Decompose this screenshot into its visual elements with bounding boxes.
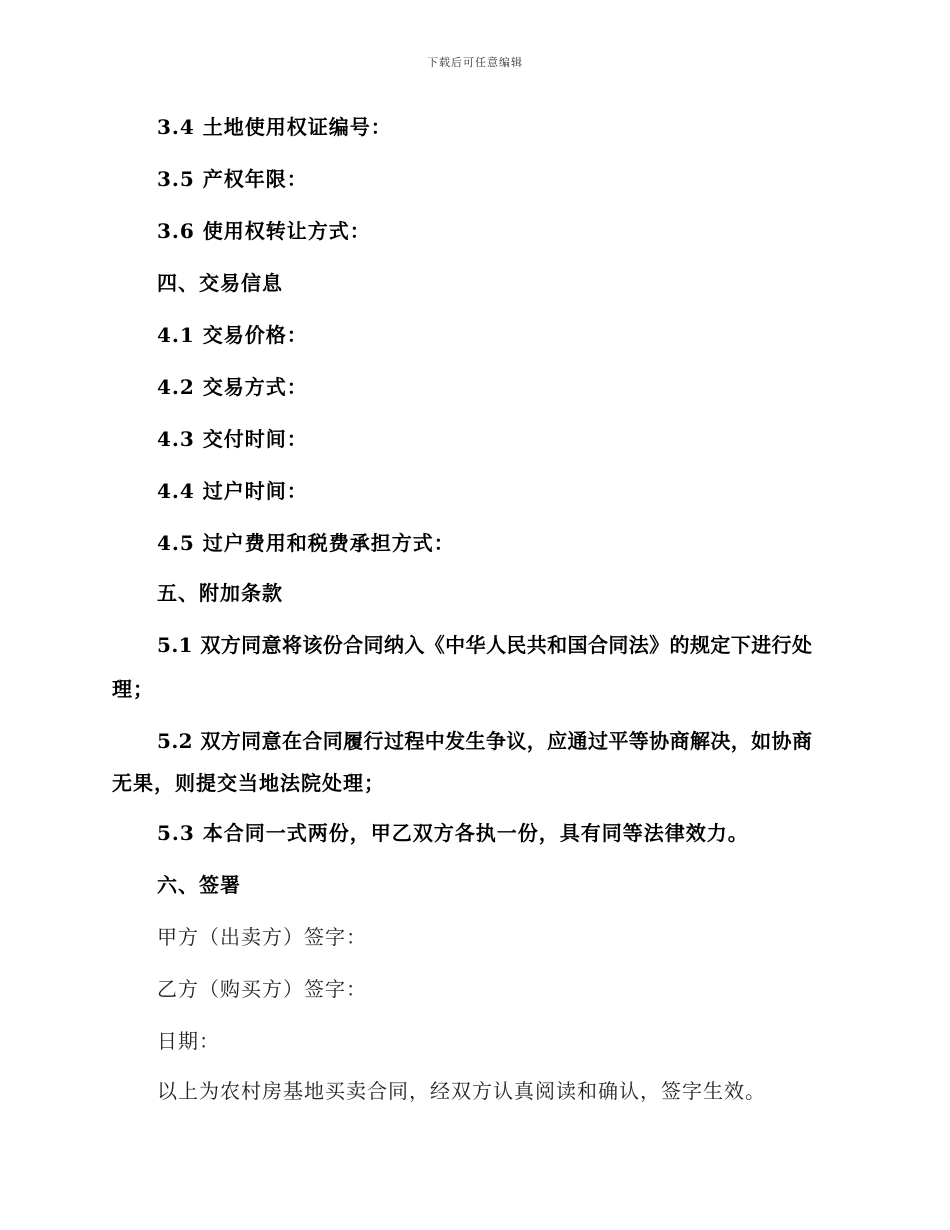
clause-5-1: 5.1 双方同意将该份合同纳入《中华人民共和国合同法》的规定下进行处 [157,633,813,657]
section-6-heading: 六、签署 [157,873,241,897]
clause-4-2: 4.2 交易方式： [157,375,308,399]
clause-5-2: 5.2 双方同意在合同履行过程中发生争议，应通过平等协商解决，如协商 [157,729,813,753]
clause-3-4: 3.4 土地使用权证编号： [157,115,392,139]
party-a-signature-line: 甲方（出卖方）签字： [157,925,367,949]
clause-4-4: 4.4 过户时间： [157,479,308,503]
clause-3-5: 3.5 产权年限： [157,167,308,191]
clause-5-2-continued: 无果，则提交当地法院处理； [112,771,385,795]
section-4-heading: 四、交易信息 [157,271,283,295]
clause-5-3: 5.3 本合同一式两份，甲乙双方各执一份，具有同等法律效力。 [157,821,749,845]
clause-4-1: 4.1 交易价格： [157,323,308,347]
date-line: 日期： [157,1029,220,1053]
clause-5-1-continued: 理； [112,677,154,701]
clause-4-3: 4.3 交付时间： [157,427,308,451]
closing-statement: 以上为农村房基地买卖合同，经双方认真阅读和确认，签字生效。 [157,1079,766,1103]
clause-3-6: 3.6 使用权转让方式： [157,219,371,243]
page-header: 下载后可任意编辑 [427,56,523,69]
clause-4-5: 4.5 过户费用和税费承担方式： [157,531,455,555]
section-5-heading: 五、附加条款 [157,581,283,605]
party-b-signature-line: 乙方（购买方）签字： [157,977,367,1001]
